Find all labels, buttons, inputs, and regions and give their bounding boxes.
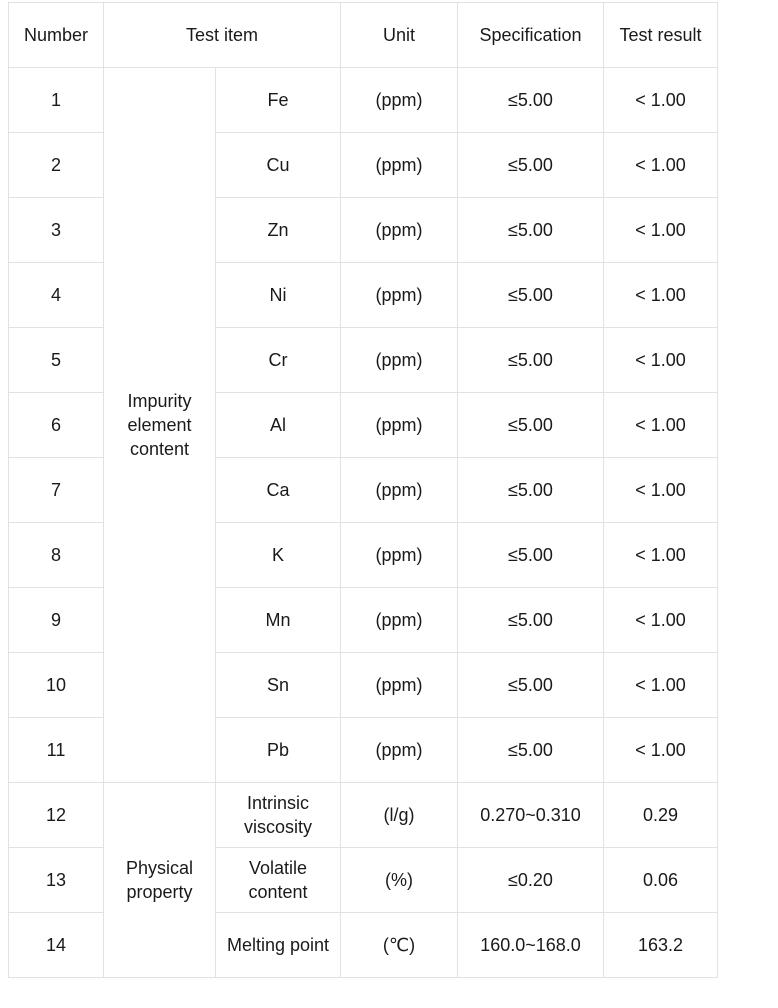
row-number: 12	[9, 783, 104, 848]
row-test-result: < 1.00	[604, 653, 718, 718]
table-row	[9, 68, 718, 133]
row-unit: (l/g)	[341, 783, 458, 848]
row-number: 5	[9, 328, 104, 393]
row-test-item: Sn	[216, 653, 341, 718]
row-test-item: K	[216, 523, 341, 588]
row-test-result: 163.2	[604, 913, 718, 978]
row-test-result: 0.06	[604, 848, 718, 913]
row-number: 7	[9, 458, 104, 523]
row-test-result: < 1.00	[604, 718, 718, 783]
row-unit: (ppm)	[341, 133, 458, 198]
row-specification: ≤5.00	[458, 718, 604, 783]
row-number: 3	[9, 198, 104, 263]
header-test-result: Test result	[604, 3, 718, 68]
row-number: 2	[9, 133, 104, 198]
row-unit: (ppm)	[341, 68, 458, 133]
header-test-item: Test item	[104, 3, 341, 68]
row-test-item: Intrinsic viscosity	[216, 783, 341, 848]
row-number: 9	[9, 588, 104, 653]
row-test-item: Cr	[216, 328, 341, 393]
row-unit: (℃)	[341, 913, 458, 978]
row-test-item: Zn	[216, 198, 341, 263]
row-test-result: 0.29	[604, 783, 718, 848]
row-specification: ≤5.00	[458, 198, 604, 263]
row-specification: ≤5.00	[458, 328, 604, 393]
row-test-result: < 1.00	[604, 263, 718, 328]
test-results-table	[8, 2, 718, 978]
row-test-item: Ni	[216, 263, 341, 328]
row-specification: ≤5.00	[458, 458, 604, 523]
row-test-item: Fe	[216, 68, 341, 133]
group-physical-property: Physical property	[104, 783, 216, 978]
row-specification: ≤0.20	[458, 848, 604, 913]
row-test-result: < 1.00	[604, 393, 718, 458]
row-specification: 0.270~0.310	[458, 783, 604, 848]
row-unit: (ppm)	[341, 198, 458, 263]
row-test-result: < 1.00	[604, 523, 718, 588]
row-number: 13	[9, 848, 104, 913]
row-unit: (ppm)	[341, 393, 458, 458]
table-header-row	[9, 3, 718, 68]
row-test-result: < 1.00	[604, 588, 718, 653]
row-test-item: Ca	[216, 458, 341, 523]
row-specification: 160.0~168.0	[458, 913, 604, 978]
row-test-item: Al	[216, 393, 341, 458]
header-unit: Unit	[341, 3, 458, 68]
table-row	[9, 783, 718, 848]
row-number: 1	[9, 68, 104, 133]
row-test-result: < 1.00	[604, 68, 718, 133]
row-specification: ≤5.00	[458, 653, 604, 718]
row-test-item: Pb	[216, 718, 341, 783]
row-specification: ≤5.00	[458, 133, 604, 198]
row-test-item: Melting point	[216, 913, 341, 978]
row-number: 11	[9, 718, 104, 783]
row-specification: ≤5.00	[458, 588, 604, 653]
row-test-result: < 1.00	[604, 458, 718, 523]
row-specification: ≤5.00	[458, 68, 604, 133]
row-specification: ≤5.00	[458, 393, 604, 458]
row-unit: (ppm)	[341, 458, 458, 523]
header-specification: Specification	[458, 3, 604, 68]
row-unit: (ppm)	[341, 328, 458, 393]
row-unit: (ppm)	[341, 653, 458, 718]
row-unit: (%)	[341, 848, 458, 913]
row-unit: (ppm)	[341, 523, 458, 588]
row-number: 4	[9, 263, 104, 328]
row-number: 14	[9, 913, 104, 978]
row-test-item: Mn	[216, 588, 341, 653]
row-number: 10	[9, 653, 104, 718]
row-test-result: < 1.00	[604, 133, 718, 198]
group-impurity-element-content: Impurity element content	[104, 68, 216, 783]
row-test-result: < 1.00	[604, 198, 718, 263]
row-specification: ≤5.00	[458, 523, 604, 588]
row-test-result: < 1.00	[604, 328, 718, 393]
row-specification: ≤5.00	[458, 263, 604, 328]
header-number: Number	[9, 3, 104, 68]
row-number: 6	[9, 393, 104, 458]
row-number: 8	[9, 523, 104, 588]
row-unit: (ppm)	[341, 718, 458, 783]
row-test-item: Volatile content	[216, 848, 341, 913]
row-unit: (ppm)	[341, 263, 458, 328]
row-test-item: Cu	[216, 133, 341, 198]
row-unit: (ppm)	[341, 588, 458, 653]
